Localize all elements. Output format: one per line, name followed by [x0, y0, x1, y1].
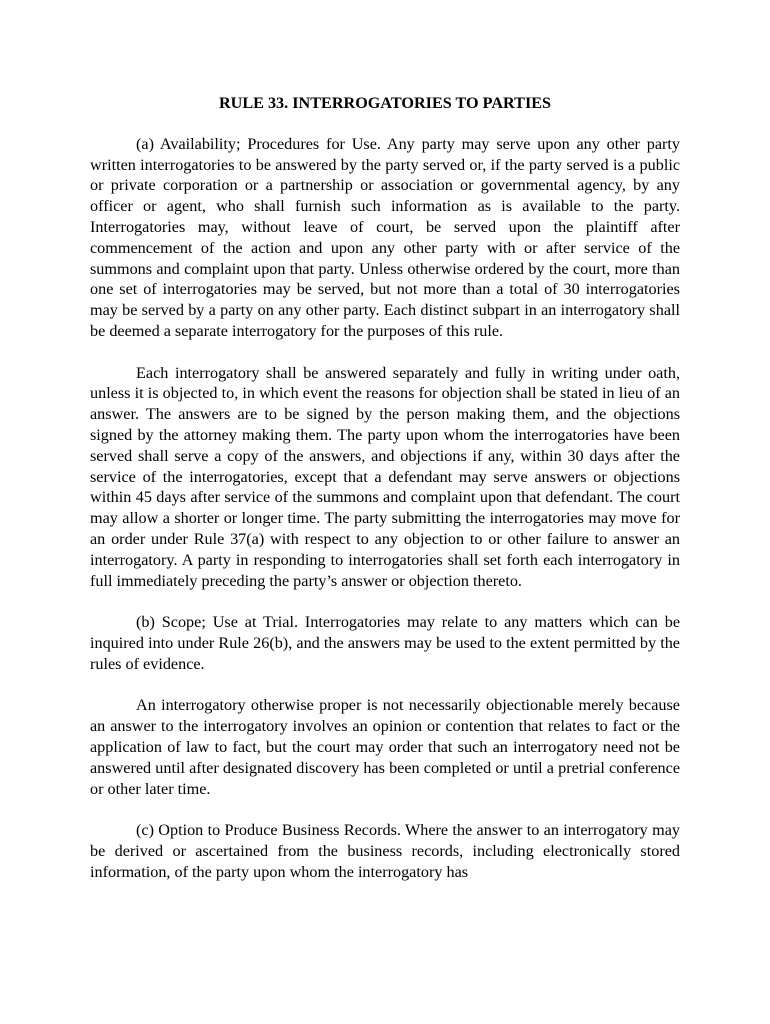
page-title: RULE 33. INTERROGATORIES TO PARTIES — [218, 94, 552, 112]
paragraph-scope: (b) Scope; Use at Trial. Interrogatories may relate to any matters which can be inquired into under Rule 26(b), and the answers may be used to the extent permitted by the rules of evidence. — [90, 613, 680, 673]
paragraph-business-records: (c) Option to Produce Business Records. Where the answer to an interrogatory may be derived or ascertained from the business records, including electronically stored information, of the party upon whom the interrogatory has — [90, 821, 680, 881]
paragraph-opinion: An interrogatory otherwise proper is not necessarily objectionable merely because an answer to the interrogatory involves an opinion or contention that relates to fact or the application of law to fact, but the court may order that such an interrogatory need not be answered until after designated discovery has been completed or until a pretrial conference or other later time. — [90, 696, 680, 798]
paragraph-availability: (a) Availability; Procedures for Use. Any party may serve upon any other party written interrogatories to be answered by the party served or, if the party served is a public or private corporation or a partnership or association or governmental agency, by any officer or agent, who shall furnish such information as is available to the party. Interrogatories may, without leave of court, be served upon the plaintiff after commencement of the action and upon any other party with or after service of the summons and complaint upon that party. Unless otherwise ordered by the court, more than one set of interrogatories may be served, but not more than a total of 30 interrogatories may be served by a party on any other party. Each distinct subpart in an interrogatory shall be deemed a separate interrogatory for the purposes of this rule. — [90, 134, 680, 340]
document-page — [90, 93, 680, 903]
paragraph-answers: Each interrogatory shall be answered separately and fully in writing under oath, unless it is objected to, in which event the reasons for objection shall be stated in lieu of an answer. The answers are to be signed by the person making them, and the objections signed by the attorney making them. The party upon whom the interrogatories have been served shall serve a copy of the answers, and objections if any, within 30 days after the service of the interrogatories, except that a defendant may serve answers or objections within 45 days after service of the summons and complaint upon that defendant. The court may allow a shorter or longer time. The party submitting the interrogatories may move for an order under Rule 37(a) with respect to any objection to or other failure to answer an interrogatory. A party in responding to interrogatories shall set forth each interrogatory in full immediately preceding the party’s answer or objection thereto. — [90, 363, 680, 590]
